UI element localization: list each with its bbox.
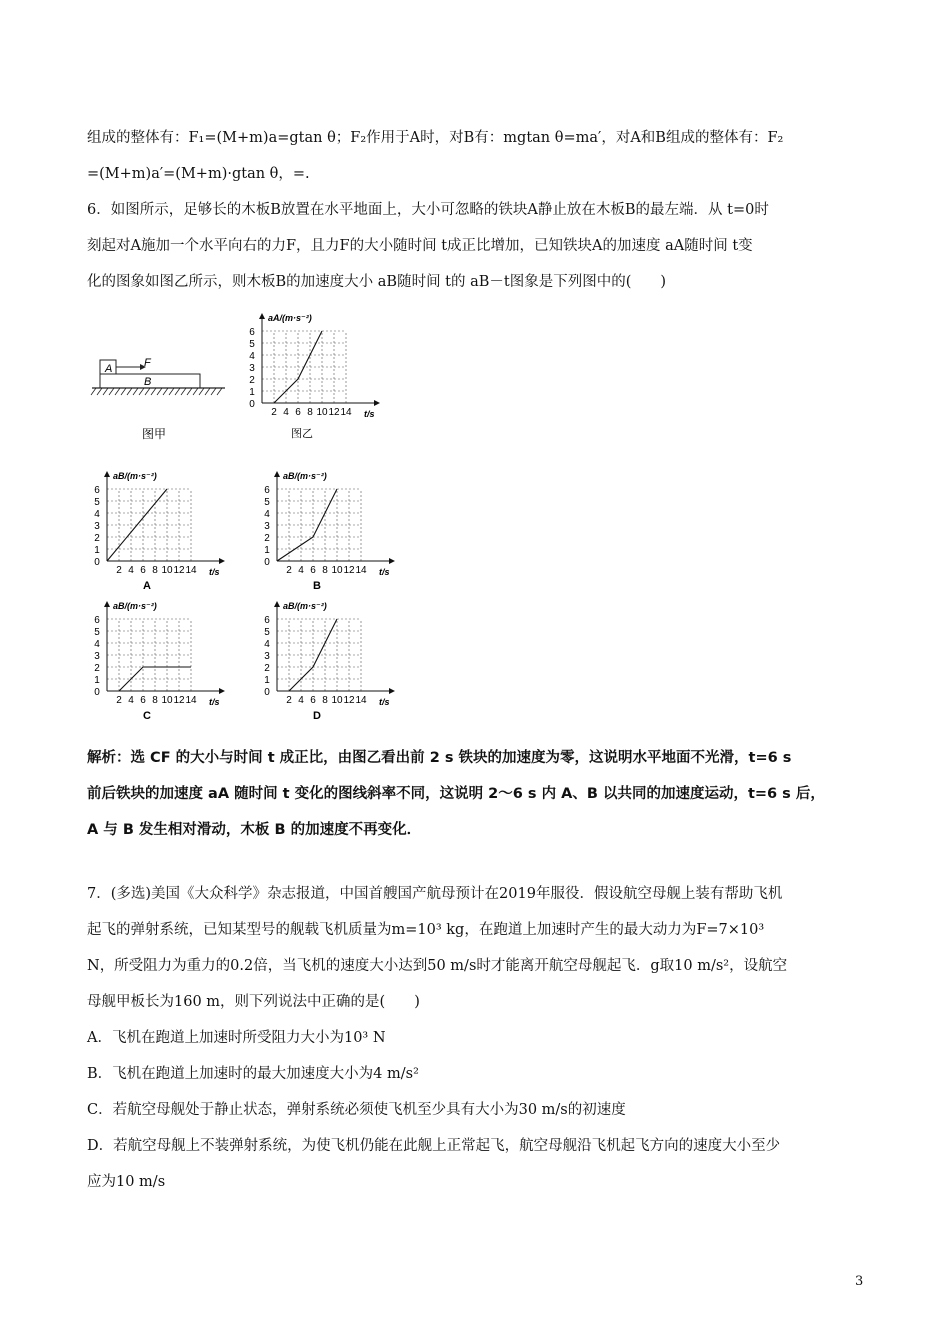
x-tick-label: 2 — [286, 565, 292, 576]
block-a-label: A — [105, 363, 113, 375]
ground-hatch — [91, 388, 222, 395]
y-tick-label: 6 — [94, 485, 100, 496]
y-axis-label: aA/(m·s⁻²) — [268, 313, 312, 323]
x-tick-label: 10 — [161, 695, 173, 706]
chart-option-c — [85, 595, 245, 730]
x-tick-label: 6 — [310, 695, 316, 706]
y-tick-label: 1 — [249, 387, 255, 398]
chart-caption: D — [313, 710, 321, 722]
y-tick-label: 5 — [94, 497, 100, 508]
hatch-mark — [157, 388, 162, 395]
x-tick-label: 14 — [355, 565, 367, 576]
y-tick-label: 0 — [249, 399, 255, 410]
question-7-line: N，所受阻力为重力的0.2倍，当飞机的速度大小达到50 m/s时才能离开航空母舰起飞．g取10 m/s²，设航空 — [87, 958, 788, 974]
y-tick-label: 4 — [94, 639, 100, 650]
x-tick-label: 8 — [307, 407, 313, 418]
y-tick-label: 1 — [94, 545, 100, 556]
question-7-line: 母舰甲板长为160 m，则下列说法中正确的是( ) — [87, 994, 420, 1010]
hatch-mark — [103, 388, 108, 395]
question-7-line: 7．(多选)美国《大众科学》杂志报道，中国首艘国产航母预计在2019年服役．假设航空母舰上装有帮助飞机 — [87, 886, 783, 902]
paragraph-line: =(M+m)a′=(M+m)·gtan θ，=. — [87, 166, 310, 182]
chart-option-b — [255, 465, 415, 600]
y-tick-label: 4 — [264, 509, 270, 520]
option-d-cont: 应为10 m/s — [87, 1174, 166, 1190]
x-axis-arrow — [374, 400, 380, 406]
y-tick-label: 1 — [264, 675, 270, 686]
y-axis-arrow — [274, 471, 280, 477]
hatch-mark — [91, 388, 96, 395]
y-tick-label: 4 — [94, 509, 100, 520]
y-tick-label: 3 — [94, 521, 100, 532]
question-6-line: 刻起对A施加一个水平向右的力F，且力F的大小随时间 t成正比增加，已知铁块A的加速度 aA随时间 t变 — [87, 238, 753, 254]
x-tick-label: 10 — [331, 695, 343, 706]
hatch-mark — [175, 388, 180, 395]
option-b: B．飞机在跑道上加速时的最大加速度大小为4 m/s² — [87, 1066, 419, 1082]
x-tick-label: 2 — [271, 407, 277, 418]
chart-caption: C — [143, 710, 151, 722]
x-tick-label: 8 — [322, 695, 328, 706]
x-tick-label: 2 — [116, 565, 122, 576]
x-tick-label: 6 — [310, 565, 316, 576]
hatch-mark — [169, 388, 174, 395]
x-tick-label: 14 — [340, 407, 352, 418]
y-axis-arrow — [274, 601, 280, 607]
hatch-mark — [205, 388, 210, 395]
hatch-mark — [97, 388, 102, 395]
y-tick-label: 1 — [264, 545, 270, 556]
option-c: C．若航空母舰处于静止状态，弹射系统必须使飞机至少具有大小为30 m/s的初速度 — [87, 1102, 626, 1118]
y-tick-label: 2 — [94, 533, 100, 544]
y-tick-label: 5 — [94, 627, 100, 638]
y-tick-label: 6 — [94, 615, 100, 626]
y-axis-label: aB/(m·s⁻²) — [283, 601, 327, 611]
y-tick-label: 0 — [94, 687, 100, 698]
x-tick-label: 6 — [140, 695, 146, 706]
y-tick-label: 5 — [264, 627, 270, 638]
x-axis-label: t/s — [379, 697, 390, 707]
chart-option-d — [255, 595, 415, 730]
option-a: A．飞机在跑道上加速时所受阻力大小为10³ N — [87, 1030, 386, 1046]
x-tick-label: 6 — [140, 565, 146, 576]
solution-line: A 与 B 发生相对滑动，木板 B 的加速度不再变化． — [87, 822, 422, 838]
hatch-mark — [127, 388, 132, 395]
y-axis-label: aB/(m·s⁻²) — [113, 601, 157, 611]
x-axis-arrow — [219, 688, 225, 694]
x-tick-label: 14 — [185, 565, 197, 576]
y-tick-label: 3 — [264, 521, 270, 532]
force-label: F — [144, 357, 151, 369]
hatch-mark — [145, 388, 150, 395]
x-tick-label: 14 — [185, 695, 197, 706]
question-6-line: 化的图象如图乙所示，则木板B的加速度大小 aB随时间 t的 aB－t图象是下列图中的( ) — [87, 274, 667, 290]
hatch-mark — [121, 388, 126, 395]
y-tick-label: 4 — [249, 351, 255, 362]
chart-yi — [240, 305, 400, 450]
y-tick-label: 2 — [94, 663, 100, 674]
x-tick-label: 6 — [295, 407, 301, 418]
hatch-mark — [163, 388, 168, 395]
y-tick-label: 3 — [264, 651, 270, 662]
x-axis-arrow — [389, 688, 395, 694]
x-tick-label: 4 — [298, 565, 304, 576]
x-axis-label: t/s — [379, 567, 390, 577]
hatch-mark — [181, 388, 186, 395]
figure-jia-caption: 图甲 — [142, 427, 167, 441]
x-tick-label: 12 — [328, 407, 340, 418]
y-tick-label: 2 — [264, 663, 270, 674]
y-tick-label: 0 — [264, 687, 270, 698]
x-tick-label: 12 — [343, 565, 355, 576]
x-tick-label: 10 — [316, 407, 328, 418]
solution-line: 解析：选 CF 的大小与时间 t 成正比，由图乙看出前 2 s 铁块的加速度为零，这说明水平地面不光滑，t=6 s — [87, 750, 792, 766]
x-tick-label: 8 — [152, 695, 158, 706]
question-7-line: 起飞的弹射系统，已知某型号的舰载飞机质量为m=10³ kg，在跑道上加速时产生的最大动力为F=7×10³ — [87, 922, 765, 938]
hatch-mark — [115, 388, 120, 395]
plank-b-label: B — [144, 376, 152, 388]
x-axis-arrow — [389, 558, 395, 564]
option-d: D．若航空母舰上不装弹射系统，为使飞机仍能在此舰上正常起飞，航空母舰沿飞机起飞方向的速度大小至少 — [87, 1138, 781, 1154]
chart-caption: B — [313, 580, 321, 592]
y-tick-label: 4 — [264, 639, 270, 650]
y-axis-arrow — [104, 471, 110, 477]
x-tick-label: 12 — [173, 565, 185, 576]
x-tick-label: 4 — [128, 565, 134, 576]
y-tick-label: 0 — [264, 557, 270, 568]
y-tick-label: 3 — [249, 363, 255, 374]
solution-line: 前后铁块的加速度 aA 随时间 t 变化的图线斜率不同，这说明 2～6 s 内 A、B 以共同的加速度运动，t=6 s 后， — [87, 786, 825, 802]
y-tick-label: 6 — [264, 485, 270, 496]
chart-caption: 图乙 — [291, 428, 313, 440]
y-axis-arrow — [259, 313, 265, 319]
x-tick-label: 4 — [298, 695, 304, 706]
figure-jia — [90, 350, 230, 445]
hatch-mark — [217, 388, 222, 395]
hatch-mark — [139, 388, 144, 395]
x-tick-label: 4 — [128, 695, 134, 706]
hatch-mark — [211, 388, 216, 395]
paragraph-line: 组成的整体有：F₁=(M+m)a=gtan θ；F₂作用于A时，对B有：mgtan θ=ma′，对A和B组成的整体有：F₂ — [87, 130, 784, 146]
hatch-mark — [193, 388, 198, 395]
x-axis-label: t/s — [209, 567, 220, 577]
y-tick-label: 3 — [94, 651, 100, 662]
hatch-mark — [187, 388, 192, 395]
x-tick-label: 8 — [152, 565, 158, 576]
x-tick-label: 2 — [116, 695, 122, 706]
x-axis-label: t/s — [364, 409, 375, 419]
x-tick-label: 10 — [161, 565, 173, 576]
page-number: 3 — [855, 1274, 864, 1289]
hatch-mark — [109, 388, 114, 395]
x-tick-label: 14 — [355, 695, 367, 706]
hatch-mark — [133, 388, 138, 395]
y-tick-label: 6 — [249, 327, 255, 338]
hatch-mark — [199, 388, 204, 395]
y-axis-label: aB/(m·s⁻²) — [113, 471, 157, 481]
x-tick-label: 12 — [343, 695, 355, 706]
chart-caption: A — [143, 580, 151, 592]
question-6-line: 6．如图所示，足够长的木板B放置在水平地面上，大小可忽略的铁块A静止放在木板B的最左端．从 t=0时 — [87, 202, 769, 218]
y-axis-label: aB/(m·s⁻²) — [283, 471, 327, 481]
y-tick-label: 6 — [264, 615, 270, 626]
y-axis-arrow — [104, 601, 110, 607]
x-tick-label: 10 — [331, 565, 343, 576]
x-tick-label: 8 — [322, 565, 328, 576]
y-tick-label: 2 — [249, 375, 255, 386]
y-tick-label: 5 — [249, 339, 255, 350]
hatch-mark — [151, 388, 156, 395]
x-tick-label: 2 — [286, 695, 292, 706]
y-tick-label: 1 — [94, 675, 100, 686]
x-tick-label: 4 — [283, 407, 289, 418]
y-tick-label: 5 — [264, 497, 270, 508]
x-tick-label: 12 — [173, 695, 185, 706]
y-tick-label: 0 — [94, 557, 100, 568]
x-axis-arrow — [219, 558, 225, 564]
chart-option-a — [85, 465, 245, 600]
x-axis-label: t/s — [209, 697, 220, 707]
y-tick-label: 2 — [264, 533, 270, 544]
